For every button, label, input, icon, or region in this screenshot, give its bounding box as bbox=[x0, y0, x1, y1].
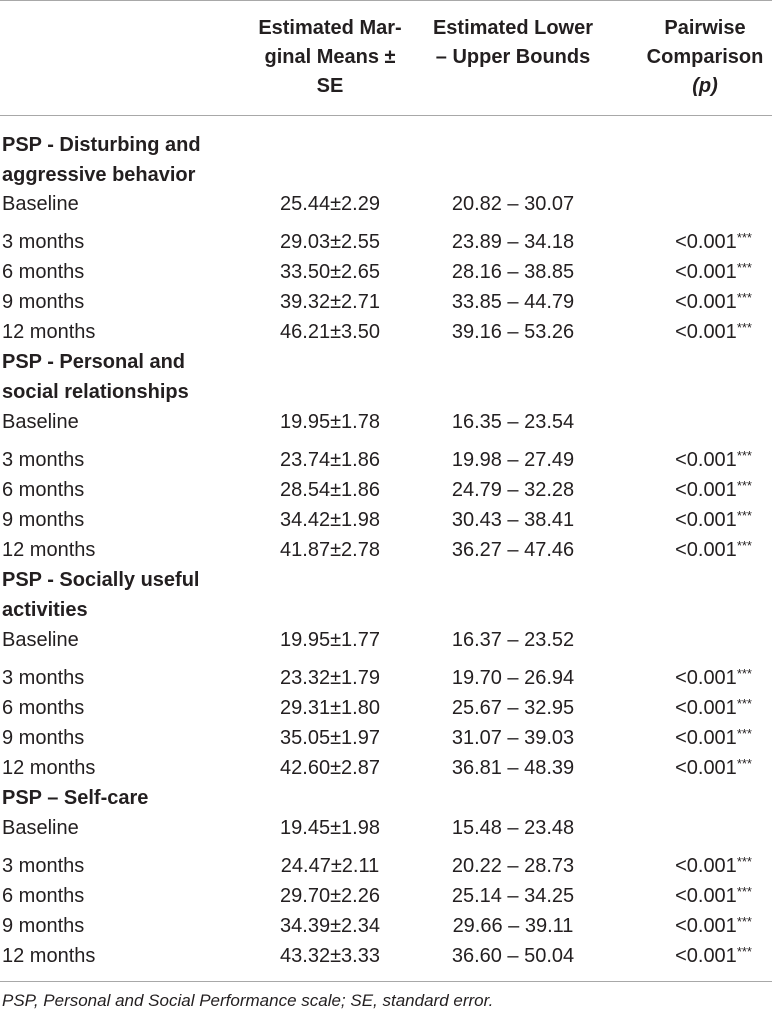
marginal-mean-value: 29.70±2.26 bbox=[280, 885, 380, 907]
significance-marker: *** bbox=[736, 538, 752, 553]
p-value-text: <0.001 bbox=[675, 945, 737, 967]
p-value-text: <0.001 bbox=[675, 697, 737, 719]
bounds-value: 20.82 – 30.07 bbox=[451, 193, 575, 215]
marginal-mean-value: 46.21±3.50 bbox=[280, 321, 380, 343]
row-label: 3 months bbox=[2, 231, 85, 253]
p-value-text: <0.001 bbox=[675, 509, 737, 531]
p-value bbox=[675, 881, 752, 911]
section-title bbox=[2, 783, 148, 813]
p-value-text: <0.001 bbox=[675, 231, 737, 253]
section-title bbox=[2, 347, 189, 407]
significance-marker: *** bbox=[736, 944, 752, 959]
row-label: 3 months bbox=[2, 449, 85, 471]
significance-marker: *** bbox=[736, 726, 752, 741]
marginal-mean-value: 29.31±1.80 bbox=[280, 697, 380, 719]
section-title-line2: aggressive behavior bbox=[2, 164, 196, 186]
row-label: Baseline bbox=[2, 629, 79, 651]
row-label: 12 months bbox=[2, 539, 96, 561]
table-row bbox=[0, 911, 772, 941]
col-header-bounds-line1: Estimated Lower bbox=[432, 17, 594, 39]
p-value-text: <0.001 bbox=[675, 261, 737, 283]
marginal-mean-value: 42.60±2.87 bbox=[280, 757, 380, 779]
section-title-line1: PSP – Self-care bbox=[2, 787, 149, 809]
row-label: Baseline bbox=[2, 411, 79, 433]
marginal-mean-value: 19.95±1.77 bbox=[280, 629, 380, 651]
col-header-bounds-line2: – Upper Bounds bbox=[435, 46, 591, 68]
p-value bbox=[675, 723, 752, 753]
table-row bbox=[0, 625, 772, 655]
marginal-mean-value: 29.03±2.55 bbox=[280, 231, 380, 253]
significance-marker: *** bbox=[736, 448, 752, 463]
significance-marker: *** bbox=[736, 478, 752, 493]
col-header-means-line1: Estimated Mar- bbox=[258, 17, 402, 39]
bounds-value: 16.35 – 23.54 bbox=[451, 411, 575, 433]
bounds-value: 36.81 – 48.39 bbox=[451, 757, 575, 779]
row-label: 9 months bbox=[2, 915, 85, 937]
significance-marker: *** bbox=[736, 756, 752, 771]
table-row bbox=[0, 881, 772, 911]
row-label: 12 months bbox=[2, 757, 96, 779]
p-value bbox=[675, 851, 752, 881]
marginal-mean-value: 34.42±1.98 bbox=[280, 509, 380, 531]
p-symbol: (p) bbox=[692, 75, 718, 97]
significance-marker: *** bbox=[736, 884, 752, 899]
marginal-mean-value: 43.32±3.33 bbox=[280, 945, 380, 967]
col-header-pairwise-line3 bbox=[630, 72, 772, 101]
p-value bbox=[675, 317, 752, 347]
section-title-line2: social relationships bbox=[2, 381, 189, 403]
marginal-mean-value: 23.74±1.86 bbox=[280, 449, 380, 471]
p-value bbox=[675, 257, 752, 287]
col-header-pairwise-line1: Pairwise bbox=[664, 17, 746, 39]
row-label: 3 months bbox=[2, 667, 85, 689]
p-value bbox=[675, 753, 752, 783]
p-value-text: <0.001 bbox=[675, 667, 737, 689]
marginal-mean-value: 41.87±2.78 bbox=[280, 539, 380, 561]
p-value bbox=[675, 941, 752, 971]
table-row bbox=[0, 189, 772, 219]
significance-marker: *** bbox=[736, 914, 752, 929]
bounds-value: 25.14 – 34.25 bbox=[451, 885, 575, 907]
table-row bbox=[0, 723, 772, 753]
marginal-mean-value: 28.54±1.86 bbox=[280, 479, 380, 501]
marginal-mean-value: 24.47±2.11 bbox=[280, 855, 380, 877]
col-header-means-line3: SE bbox=[316, 75, 344, 97]
bottom-rule bbox=[0, 981, 772, 982]
bounds-value: 30.43 – 38.41 bbox=[451, 509, 575, 531]
marginal-mean-value: 19.95±1.78 bbox=[280, 411, 380, 433]
marginal-mean-value: 39.32±2.71 bbox=[280, 291, 380, 313]
col-header-bounds bbox=[425, 14, 601, 72]
row-label: 6 months bbox=[2, 261, 85, 283]
table-row bbox=[0, 407, 772, 437]
col-header-pairwise bbox=[630, 14, 772, 101]
row-label: 9 months bbox=[2, 509, 85, 531]
p-value-text: <0.001 bbox=[675, 855, 737, 877]
p-value-text: <0.001 bbox=[675, 479, 737, 501]
col-header-pairwise-line2: Comparison bbox=[646, 46, 764, 68]
bounds-value: 29.66 – 39.11 bbox=[452, 915, 574, 937]
section-title bbox=[2, 130, 201, 190]
significance-marker: *** bbox=[736, 260, 752, 275]
significance-marker: *** bbox=[736, 230, 752, 245]
row-label: Baseline bbox=[2, 193, 79, 215]
p-value-text: <0.001 bbox=[675, 727, 737, 749]
bounds-value: 39.16 – 53.26 bbox=[451, 321, 575, 343]
table-row bbox=[0, 753, 772, 783]
table-row bbox=[0, 813, 772, 843]
bounds-value: 28.16 – 38.85 bbox=[451, 261, 575, 283]
table-row bbox=[0, 317, 772, 347]
marginal-mean-value: 34.39±2.34 bbox=[280, 915, 380, 937]
bounds-value: 31.07 – 39.03 bbox=[451, 727, 575, 749]
row-label: 6 months bbox=[2, 885, 85, 907]
table-footnote: PSP, Personal and Social Performance scale; SE, standard error. bbox=[2, 991, 494, 1010]
table-row bbox=[0, 851, 772, 881]
p-value bbox=[675, 911, 752, 941]
section-title-line1: PSP - Personal and bbox=[2, 351, 186, 373]
marginal-mean-value: 25.44±2.29 bbox=[280, 193, 380, 215]
p-value bbox=[675, 505, 752, 535]
section-title-line1: PSP - Socially useful bbox=[2, 569, 200, 591]
p-value-text: <0.001 bbox=[675, 757, 737, 779]
row-label: Baseline bbox=[2, 817, 79, 839]
row-label: 9 months bbox=[2, 727, 85, 749]
table-row bbox=[0, 505, 772, 535]
table-row bbox=[0, 227, 772, 257]
row-label: 12 months bbox=[2, 321, 96, 343]
significance-marker: *** bbox=[736, 854, 752, 869]
significance-marker: *** bbox=[736, 666, 752, 681]
bounds-value: 36.27 – 47.46 bbox=[451, 539, 575, 561]
p-value-text: <0.001 bbox=[675, 885, 737, 907]
p-value bbox=[675, 287, 752, 317]
significance-marker: *** bbox=[736, 696, 752, 711]
p-value bbox=[675, 227, 752, 257]
row-label: 3 months bbox=[2, 855, 85, 877]
p-value-text: <0.001 bbox=[675, 539, 737, 561]
table-row bbox=[0, 535, 772, 565]
marginal-mean-value: 23.32±1.79 bbox=[280, 667, 380, 689]
row-label: 12 months bbox=[2, 945, 96, 967]
table-row bbox=[0, 257, 772, 287]
bounds-value: 16.37 – 23.52 bbox=[451, 629, 575, 651]
significance-marker: *** bbox=[736, 508, 752, 523]
table-row bbox=[0, 693, 772, 723]
significance-marker: *** bbox=[736, 290, 752, 305]
p-value-text: <0.001 bbox=[675, 291, 737, 313]
row-label: 6 months bbox=[2, 479, 85, 501]
top-rule bbox=[0, 0, 772, 1]
bounds-value: 23.89 – 34.18 bbox=[451, 231, 575, 253]
p-value-text: <0.001 bbox=[675, 321, 737, 343]
bounds-value: 36.60 – 50.04 bbox=[451, 945, 575, 967]
bounds-value: 19.70 – 26.94 bbox=[451, 667, 575, 689]
table-row bbox=[0, 445, 772, 475]
marginal-mean-value: 33.50±2.65 bbox=[280, 261, 380, 283]
marginal-mean-value: 19.45±1.98 bbox=[280, 817, 380, 839]
table-row bbox=[0, 663, 772, 693]
bounds-value: 33.85 – 44.79 bbox=[451, 291, 575, 313]
col-header-means-line2: ginal Means ± bbox=[264, 46, 396, 68]
bounds-value: 25.67 – 32.95 bbox=[451, 697, 575, 719]
row-label: 6 months bbox=[2, 697, 85, 719]
p-value bbox=[675, 663, 752, 693]
table-row bbox=[0, 941, 772, 971]
row-label: 9 months bbox=[2, 291, 85, 313]
p-value-text: <0.001 bbox=[675, 915, 737, 937]
table-row bbox=[0, 475, 772, 505]
p-value bbox=[675, 475, 752, 505]
bounds-value: 19.98 – 27.49 bbox=[451, 449, 575, 471]
table-row bbox=[0, 287, 772, 317]
p-value-text: <0.001 bbox=[675, 449, 737, 471]
col-header-means bbox=[236, 14, 424, 101]
section-title-line1: PSP - Disturbing and bbox=[2, 134, 201, 156]
section-title bbox=[2, 565, 199, 625]
p-value bbox=[675, 693, 752, 723]
p-value bbox=[675, 445, 752, 475]
significance-marker: *** bbox=[736, 320, 752, 335]
bounds-value: 20.22 – 28.73 bbox=[451, 855, 575, 877]
marginal-mean-value: 35.05±1.97 bbox=[280, 727, 380, 749]
header-rule bbox=[0, 115, 772, 116]
bounds-value: 15.48 – 23.48 bbox=[451, 817, 575, 839]
p-value bbox=[675, 535, 752, 565]
bounds-value: 24.79 – 32.28 bbox=[451, 479, 575, 501]
section-title-line2: activities bbox=[2, 599, 88, 621]
